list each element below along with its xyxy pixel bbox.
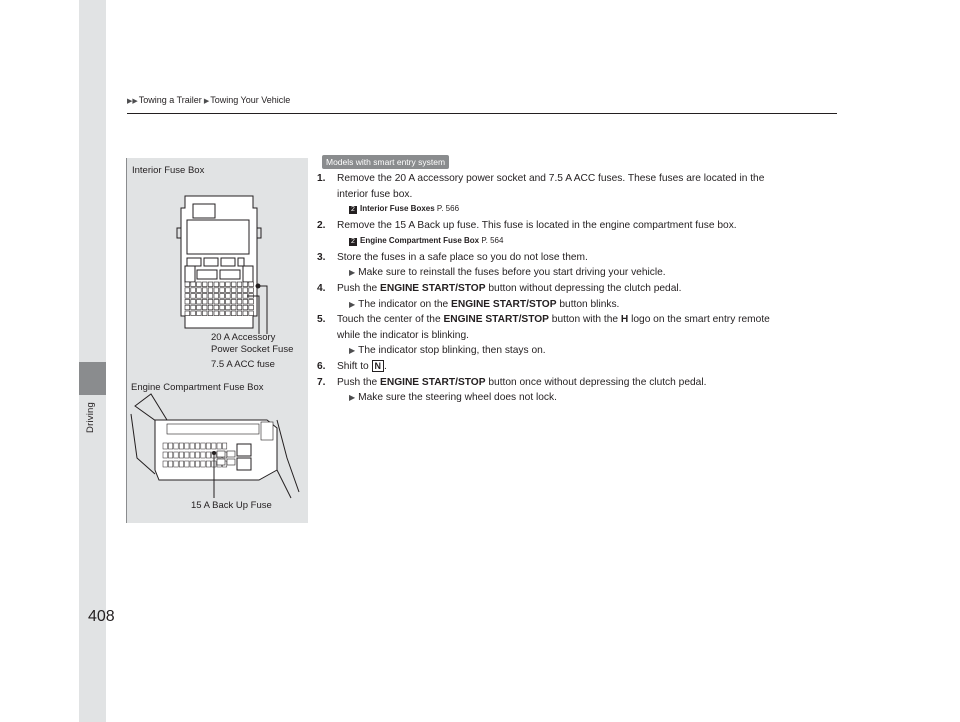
fuse-slot [168, 443, 172, 449]
fuse-slot [231, 305, 236, 310]
fuse-slot [214, 288, 219, 293]
step-number: 6. [317, 360, 326, 372]
reference-page[interactable]: P. 564 [481, 235, 504, 245]
step-substep [337, 297, 837, 313]
fuse-slot [179, 443, 183, 449]
fuse-slot [214, 294, 219, 299]
step-4 [317, 281, 837, 312]
fuse-slot [185, 294, 190, 299]
step-substep [337, 390, 837, 406]
fuse-slot [195, 461, 199, 467]
breadcrumb-item-2[interactable]: Towing Your Vehicle [210, 95, 291, 105]
fuse-slot [185, 288, 190, 293]
fuse-slot [208, 305, 213, 310]
step-1 [317, 171, 837, 216]
substep-text: Make sure to reinstall the fuses before you start driving your vehicle. [358, 267, 666, 279]
step-number: 2. [317, 220, 326, 232]
text-run: button without depressing the clutch pedal. [485, 282, 682, 294]
fuse-slot [179, 461, 183, 467]
step-number: 7. [317, 376, 326, 388]
step-text: Remove the 15 A Back up fuse. This fuse is located in the engine compartment fuse box. [337, 220, 737, 232]
header-rule [127, 113, 837, 114]
substep-text: The indicator stop blinking, then stays on. [358, 345, 546, 357]
fuse-slot [222, 443, 226, 449]
fuse-slot [206, 452, 210, 458]
fuse-slot [220, 288, 225, 293]
fuse-slot [191, 294, 196, 299]
fuse-slot [237, 288, 242, 293]
fuse-slot [185, 311, 190, 316]
breadcrumb [127, 95, 290, 105]
step-text [337, 359, 837, 375]
fuse-slot [190, 452, 194, 458]
fuse-slot [226, 305, 231, 310]
fuse-slot [190, 443, 194, 449]
fuse-slot [214, 311, 219, 316]
step-5 [317, 312, 837, 359]
fuse-slot [237, 305, 242, 310]
fuse-slot [202, 305, 207, 310]
fuse-slot [237, 299, 242, 304]
substep-arrow-icon: ▶ [349, 268, 356, 278]
button-name: ENGINE START/STOP [451, 298, 557, 310]
breadcrumb-item-1[interactable]: Towing a Trailer [138, 95, 202, 105]
fuse-slot [191, 311, 196, 316]
fuse-slot [249, 305, 254, 310]
fuse-slot [217, 443, 221, 449]
fuse-slot [220, 311, 225, 316]
fuse-slot [226, 299, 231, 304]
callout-backup-fuse: 15 A Back Up Fuse [191, 500, 272, 511]
fuse-slot [212, 443, 216, 449]
fuse-slot [249, 282, 254, 287]
fuse-slot [249, 288, 254, 293]
fuse-slot [206, 443, 210, 449]
logo-letter: H [620, 314, 629, 326]
fuse-slot [168, 461, 172, 467]
fuse-slot [226, 311, 231, 316]
fuse-slot [197, 311, 202, 316]
fuse-slot [197, 288, 202, 293]
fuse-slot [190, 461, 194, 467]
fuse-slot [243, 282, 248, 287]
fuse-slot [220, 282, 225, 287]
step-2 [317, 218, 837, 248]
step-text [337, 281, 837, 297]
engine-fuse-box-title: Engine Compartment Fuse Box [131, 382, 264, 393]
gear-n-icon: N [372, 360, 385, 372]
fuse-slot [201, 461, 205, 467]
instructions [317, 171, 837, 406]
text-run: Shift to [337, 360, 372, 372]
callout-accessory-line2: Power Socket Fuse [211, 344, 294, 355]
substep-arrow-icon: ▶ [349, 299, 356, 309]
fuse-slot [185, 282, 190, 287]
text-run: Push the [337, 376, 381, 388]
text-run: button blinks. [556, 298, 620, 310]
fuse-slot [214, 299, 219, 304]
step-text: while the indicator is blinking. [337, 329, 469, 341]
reference-arrow-icon: 2 [349, 238, 357, 246]
fuse-slot [208, 288, 213, 293]
fuse-slot [202, 294, 207, 299]
step-substep [337, 265, 837, 281]
fuse-slot [243, 288, 248, 293]
text-run: Push the [337, 282, 381, 294]
fuse-slot [201, 443, 205, 449]
cross-reference[interactable] [337, 234, 837, 248]
fuse-slot [208, 282, 213, 287]
breadcrumb-arrow-icon: ▶ [203, 98, 210, 105]
fuse-slot [237, 294, 242, 299]
fuse-slot [191, 282, 196, 287]
step-7 [317, 375, 837, 406]
fuse-slot [226, 282, 231, 287]
fuse-slot [208, 294, 213, 299]
fuse-slot [206, 461, 210, 467]
fuse-slot [163, 443, 167, 449]
fuse-slot [174, 452, 178, 458]
page-number: 408 [88, 608, 115, 625]
step-number: 4. [317, 282, 326, 294]
cross-reference[interactable] [337, 202, 837, 216]
fuse-slot [195, 443, 199, 449]
fuse-slot [197, 299, 202, 304]
callout-accessory-fuse [211, 332, 293, 356]
callout-accessory-line1: 20 A Accessory [211, 332, 276, 343]
fuse-slot [226, 288, 231, 293]
fuse-slot [243, 305, 248, 310]
callout-acc-fuse: 7.5 A ACC fuse [211, 359, 275, 370]
fuse-slot [243, 294, 248, 299]
step-6 [317, 359, 837, 375]
reference-page[interactable]: P. 566 [436, 204, 460, 214]
step-text [337, 312, 837, 328]
substep-arrow-icon: ▶ [349, 346, 356, 356]
fuse-slot [208, 311, 213, 316]
fuse-slot [243, 299, 248, 304]
fuse-slot [191, 305, 196, 310]
step-number: 5. [317, 314, 326, 326]
fuse-slot [208, 299, 213, 304]
button-name: ENGINE START/STOP [380, 282, 486, 294]
interior-fuse-box-title: Interior Fuse Box [132, 165, 205, 176]
fuse-slot [185, 443, 189, 449]
step-number: 1. [317, 173, 326, 184]
fuse-slot [220, 299, 225, 304]
fuse-slot [191, 288, 196, 293]
substep-arrow-icon: ▶ [349, 393, 356, 403]
fuse-slot [214, 282, 219, 287]
fuse-slot [220, 305, 225, 310]
fuse-slot [185, 305, 190, 310]
figure-panel [126, 158, 308, 523]
fuse-slot [197, 294, 202, 299]
fuse-slot [231, 282, 236, 287]
text-run: logo on the smart entry remote [628, 314, 770, 326]
step-text: Remove the 20 A accessory power socket and 7.5 A ACC fuses. These fuses are located in the [337, 173, 765, 184]
fuse-slot [214, 305, 219, 310]
fuse-slot [191, 299, 196, 304]
fuse-slot [202, 311, 207, 316]
fuse-slot [168, 452, 172, 458]
fuse-slot [195, 452, 199, 458]
fuse-slot [185, 299, 190, 304]
fuse-slot [174, 461, 178, 467]
text-run: button once without depressing the clutch pedal. [485, 376, 707, 388]
fuse-slot [220, 294, 225, 299]
fuse-slot [237, 282, 242, 287]
section-label: Driving [85, 402, 96, 433]
text-run: Touch the center of the [337, 314, 444, 326]
fuse-slot [185, 461, 189, 467]
step-text: interior fuse box. [337, 188, 413, 200]
fuse-slot [237, 311, 242, 316]
step-number: 3. [317, 251, 326, 263]
reference-label[interactable]: Interior Fuse Boxes [360, 204, 435, 214]
fuse-slot [226, 294, 231, 299]
text-run: button with the [548, 314, 621, 326]
fuse-slot [201, 452, 205, 458]
fuse-slot [231, 294, 236, 299]
fuse-slot [197, 282, 202, 287]
step-text: Store the fuses in a safe place so you do not lose them. [337, 251, 588, 263]
model-tag: Models with smart entry system [322, 155, 449, 169]
fuse-slot [163, 452, 167, 458]
breadcrumb-arrow-icon: ▶▶ [127, 98, 138, 105]
reference-arrow-icon: 2 [349, 206, 357, 214]
side-tab-marker [79, 362, 106, 395]
fuse-slot [197, 305, 202, 310]
substep-text: Make sure the steering wheel does not lock. [358, 392, 557, 404]
fuse-slot [202, 282, 207, 287]
fuse-slot [202, 299, 207, 304]
reference-label[interactable]: Engine Compartment Fuse Box [360, 235, 480, 245]
fuse-slot [185, 452, 189, 458]
fuse-slot [243, 311, 248, 316]
step-text [337, 375, 837, 391]
step-3 [317, 250, 837, 281]
step-substep [337, 343, 837, 359]
fuse-slot [249, 299, 254, 304]
fuse-slot [179, 452, 183, 458]
button-name: ENGINE START/STOP [380, 376, 486, 388]
fuse-slot [163, 461, 167, 467]
fuse-slot [174, 443, 178, 449]
text-run: The indicator on the [358, 298, 452, 310]
fuse-slot [231, 311, 236, 316]
fuse-slot [231, 299, 236, 304]
button-name: ENGINE START/STOP [443, 314, 549, 326]
fuse-slot [202, 288, 207, 293]
fuse-slot [231, 288, 236, 293]
fuse-slot [249, 311, 254, 316]
text-run: . [384, 360, 387, 372]
